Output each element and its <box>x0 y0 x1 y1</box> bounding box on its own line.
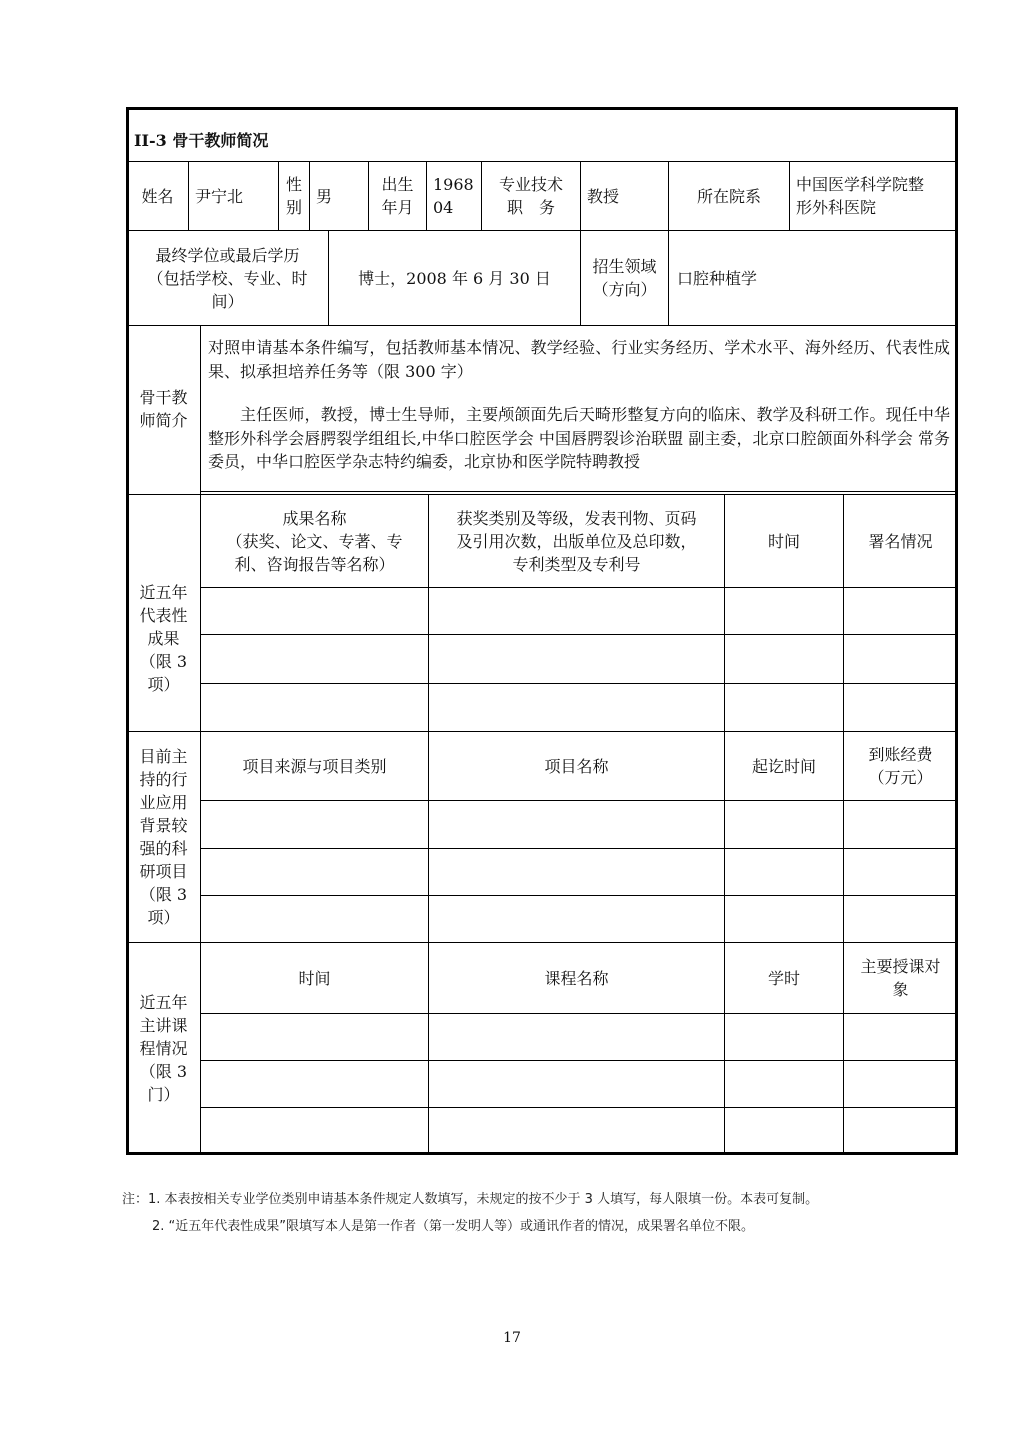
degree-label: 最终学位或最后学历 （包括学校、专业、时 间） <box>147 245 308 311</box>
name-value: 尹宁北 <box>195 186 244 206</box>
col-divider <box>843 495 844 1153</box>
achievements-header-details: 获奖类别及等级，发表刊物、页码 及引用次数，出版单位及总印数， 专利类型及专利号 <box>456 508 697 574</box>
achievements-header-name: 成果名称 （获奖、论文、专著、专 利、咨询报告等名称） <box>226 508 403 574</box>
name-label: 姓名 <box>141 186 174 206</box>
achievements-header-time: 时间 <box>767 531 800 551</box>
profile-content: 主任医师，教授，博士生导师，主要颅颌面先后天畸形整复方向的临床、教学及科研工作。现任中华整形外科学会唇腭裂学组组长,中华口腔医学会 中国唇腭裂诊治联盟 副主委，北京口腔颌面外科学会 常务委员，中华口腔医学杂志特约编委，北京协和医学院特聘教授 <box>208 405 950 471</box>
col-divider <box>724 495 725 1153</box>
page-number: 17 <box>503 1330 521 1346</box>
profile-label: 骨干教 师简介 <box>139 387 188 430</box>
degree-value: 博士，2008 年 6 月 30 日 <box>358 268 551 288</box>
col-divider <box>428 495 429 1153</box>
job-title-label: 专业技术 职 务 <box>498 175 563 217</box>
courses-header-name: 课程名称 <box>544 968 609 988</box>
courses-header-time: 时间 <box>298 968 331 988</box>
row-divider <box>200 491 957 492</box>
gender-label: 性 别 <box>285 175 302 217</box>
note-2: 2. “近五年代表性成果”限填写本人是第一作者（第一发明人等）或通讯作者的情况，成果署名单位不限。 <box>152 1219 755 1234</box>
courses-header-hours: 学时 <box>767 968 800 988</box>
row-divider <box>127 325 957 326</box>
birth-value: 1968 04 <box>433 175 474 217</box>
projects-label: 目前主 持的行 业应用 背景较 强的科 研项目 （限 3 项） <box>139 747 188 927</box>
projects-header-period: 起讫时间 <box>751 756 816 776</box>
note-1: 注：1. 本表按相关专业学位类别申请基本条件规定人数填写，未规定的按不少于 3 人填写，每人限填一份。本表可复制。 <box>122 1192 819 1207</box>
projects-header-funding: 到账经费 （万元） <box>868 745 933 787</box>
courses-label: 近五年 主讲课 程情况 （限 3 门） <box>139 992 188 1104</box>
birth-label: 出生 年月 <box>381 175 414 217</box>
section-title: II-3 骨干教师简况 <box>134 131 269 150</box>
job-title-value: 教授 <box>587 186 620 206</box>
profile-instructions: 对照申请基本条件编写，包括教师基本情况、教学经验、行业实务经历、学术水平、海外经历、代表性成果、拟承担培养任务等（限 300 字） <box>208 338 950 381</box>
department-value: 中国医学科学院整 形外科医院 <box>796 175 925 217</box>
achievements-label: 近五年 代表性 成果 （限 3 项） <box>139 582 188 694</box>
projects-header-name: 项目名称 <box>544 756 609 776</box>
projects-header-source: 项目来源与项目类别 <box>242 756 387 776</box>
achievements-header-authorship: 署名情况 <box>868 531 933 551</box>
department-label: 所在院系 <box>696 186 761 206</box>
courses-header-audience: 主要授课对 象 <box>860 957 941 999</box>
field-value: 口腔种植学 <box>677 268 758 288</box>
field-label: 招生领域 （方向） <box>592 257 657 299</box>
gender-value: 男 <box>316 186 333 206</box>
